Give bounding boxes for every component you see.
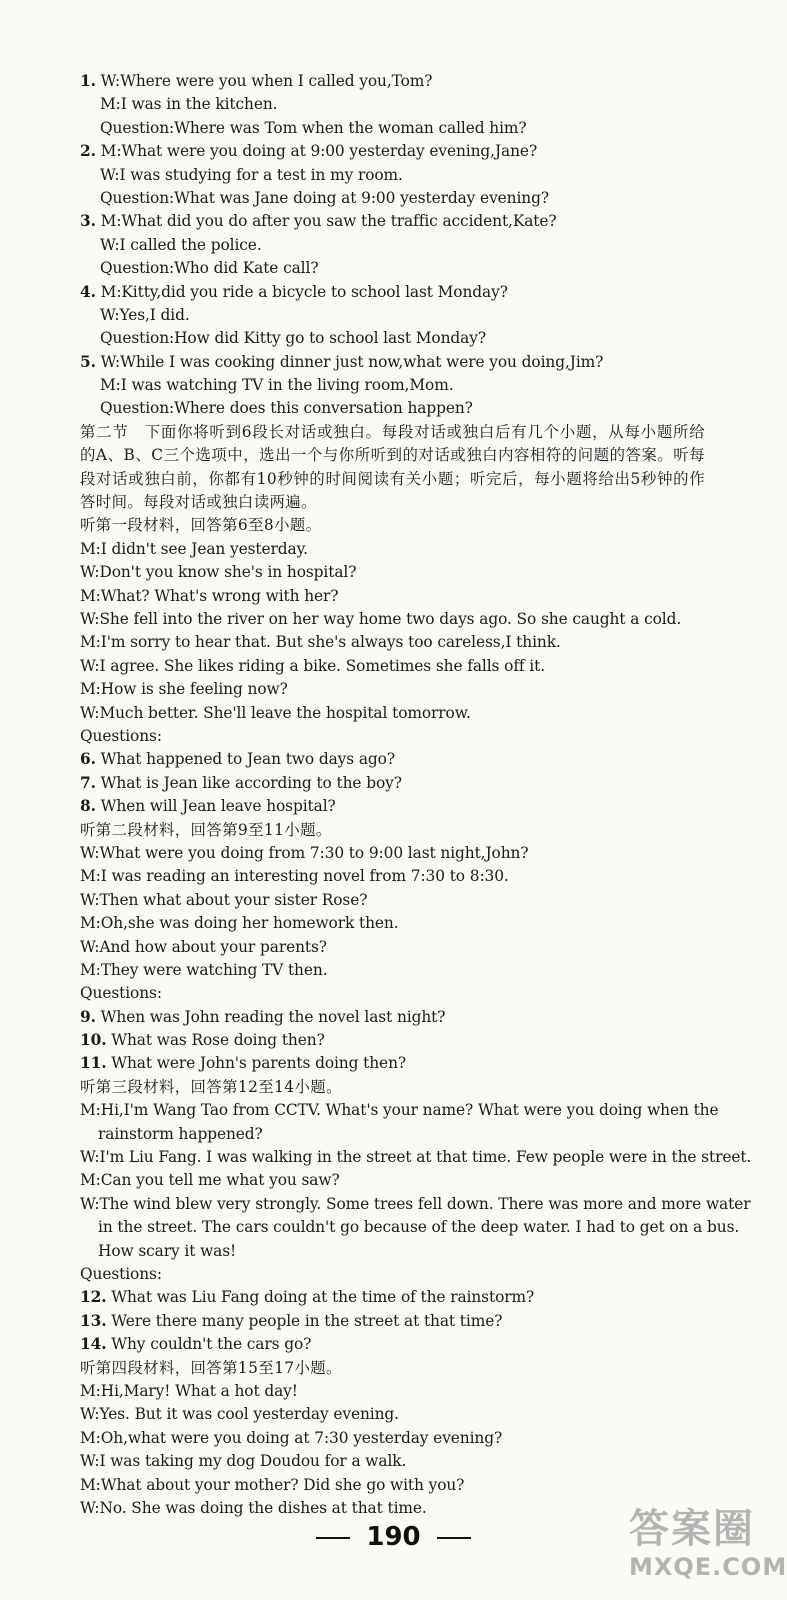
question-line: Question:How did Kitty go to school last Monday? [100, 329, 486, 348]
watermark-url: MXQE.COM [629, 1553, 787, 1581]
dialogue-line: W:What were you doing from 7:30 to 9:00 last night,John? [80, 843, 529, 862]
segment-header: 听第三段材料，回答第12至14小题。 [80, 1077, 342, 1096]
part1-dialogues [80, 70, 705, 421]
dialogue-line: M:Oh,she was doing her homework then. [80, 914, 399, 933]
dialogue-line: W:Yes,I did. [100, 305, 190, 324]
dialogue-line: M:Hi,I'm Wang Tao from CCTV. What's your name? What were you doing when the [80, 1101, 719, 1120]
question-item: 8. When will Jean leave hospital? [80, 797, 336, 816]
dialogue-line: W:I was taking my dog Doudou for a walk. [80, 1452, 407, 1471]
dialogue-line: W:And how about your parents? [80, 937, 327, 956]
dialogue-line: 5. W:While I was cooking dinner just now,what were you doing,Jim? [80, 352, 604, 371]
dialogue-line: W:Don't you know she's in hospital? [80, 563, 357, 582]
dialogue-line: W:Much better. She'll leave the hospital tomorrow. [80, 703, 471, 722]
dialogue-line: W:Then what about your sister Rose? [80, 890, 368, 909]
dialogue-line: M:I was reading an interesting novel from 7:30 to 8:30. [80, 867, 509, 886]
dialogue-line-continued: in the street. The cars couldn't go because of the deep water. I had to get on a bus. [98, 1218, 740, 1237]
segment-header: 听第四段材料，回答第15至17小题。 [80, 1358, 342, 1377]
dialogue-line-continued: rainstorm happened? [98, 1124, 263, 1143]
dialogue-line: M:Can you tell me what you saw? [80, 1171, 340, 1190]
dialogue-line: 1. W:Where were you when I called you,Tom? [80, 72, 433, 90]
dialogue-line: 3. M:What did you do after you saw the traffic accident,Kate? [80, 212, 557, 231]
dialogue-line: W:I agree. She likes riding a bike. Sometimes she falls off it. [80, 656, 546, 675]
transcript-page [80, 70, 752, 1520]
watermark-text: 答案圈 [629, 1506, 755, 1552]
dialogue-line: W:I called the police. [100, 235, 262, 254]
question-item: 14. Why couldn't the cars go? [80, 1335, 312, 1354]
question-line: Question:Who did Kate call? [100, 259, 319, 278]
dialogue-line: 4. M:Kitty,did you ride a bicycle to school last Monday? [80, 282, 508, 301]
dialogue-line: M:I was in the kitchen. [100, 95, 278, 114]
question-item: 9. When was John reading the novel last night? [80, 1007, 446, 1026]
dialogue-line: W:The wind blew very strongly. Some trees fell down. There was more and more water [80, 1194, 751, 1213]
questions-label: Questions: [80, 984, 162, 1003]
dialogue-line: W:No. She was doing the dishes at that time. [80, 1498, 427, 1517]
question-item: 6. What happened to Jean two days ago? [80, 750, 395, 769]
question-item: 13. Were there many people in the street at that time? [80, 1311, 503, 1330]
question-line: Question:What was Jane doing at 9:00 yesterday evening? [100, 188, 550, 207]
questions-label: Questions: [80, 727, 162, 745]
watermark-logo [629, 1506, 787, 1596]
dialogue-line: W:She fell into the river on her way home two days ago. So she caught a cold. [80, 610, 682, 629]
dialogue-line: M:Oh,what were you doing at 7:30 yesterday evening? [80, 1428, 503, 1447]
question-item: 7. What is Jean like according to the boy? [80, 773, 402, 792]
section2-instructions: 第二节 下面你将听到6段长对话或独白。每段对话或独白后有几个小题，从每小题所给的A、B、C三个选项中，选出一个与你所听到的对话或独白内容相符的问题的答案。听每段对话或独白前，你都有10秒钟的时间阅读有关小题；听完后，每小题将给出5秒钟的作答时间。每段对话或独白读两遍。 [80, 422, 705, 512]
question-line: Question:Where does this conversation happen? [100, 399, 473, 418]
dialogue-line: M:I'm sorry to hear that. But she's always too careless,I think. [80, 633, 561, 652]
segment-header: 听第一段材料，回答第6至8小题。 [80, 516, 322, 535]
question-item: 11. What were John's parents doing then? [80, 1054, 407, 1073]
dialogue-line-continued: How scary it was! [98, 1241, 237, 1260]
questions-label: Questions: [80, 1264, 162, 1283]
dialogue-line: W:I was studying for a test in my room. [100, 165, 403, 184]
footer-dash-right [437, 1537, 471, 1539]
dialogue-line: M:I didn't see Jean yesterday. [80, 539, 308, 558]
dialogue-line: 2. M:What were you doing at 9:00 yesterday evening,Jane? [80, 142, 538, 161]
footer-dash-left [316, 1537, 350, 1539]
segment-header: 听第二段材料，回答第9至11小题。 [80, 820, 332, 839]
page-number: 190 [366, 1522, 421, 1552]
dialogue-line: M:Hi,Mary! What a hot day! [80, 1381, 298, 1400]
dialogue-line: M:What? What's wrong with her? [80, 586, 339, 605]
question-item: 12. What was Liu Fang doing at the time of the rainstorm? [80, 1288, 535, 1307]
dialogue-line: W:I'm Liu Fang. I was walking in the street at that time. Few people were in the street. [80, 1148, 752, 1167]
question-line: Question:Where was Tom when the woman called him? [100, 118, 527, 137]
question-item: 10. What was Rose doing then? [80, 1031, 325, 1050]
dialogue-line: M:They were watching TV then. [80, 960, 328, 979]
dialogue-line: M:What about your mother? Did she go with you? [80, 1475, 465, 1494]
dialogue-line: M:I was watching TV in the living room,Mom. [100, 376, 454, 395]
dialogue-line: W:Yes. But it was cool yesterday evening. [80, 1405, 399, 1424]
dialogue-line: M:How is she feeling now? [80, 680, 288, 699]
